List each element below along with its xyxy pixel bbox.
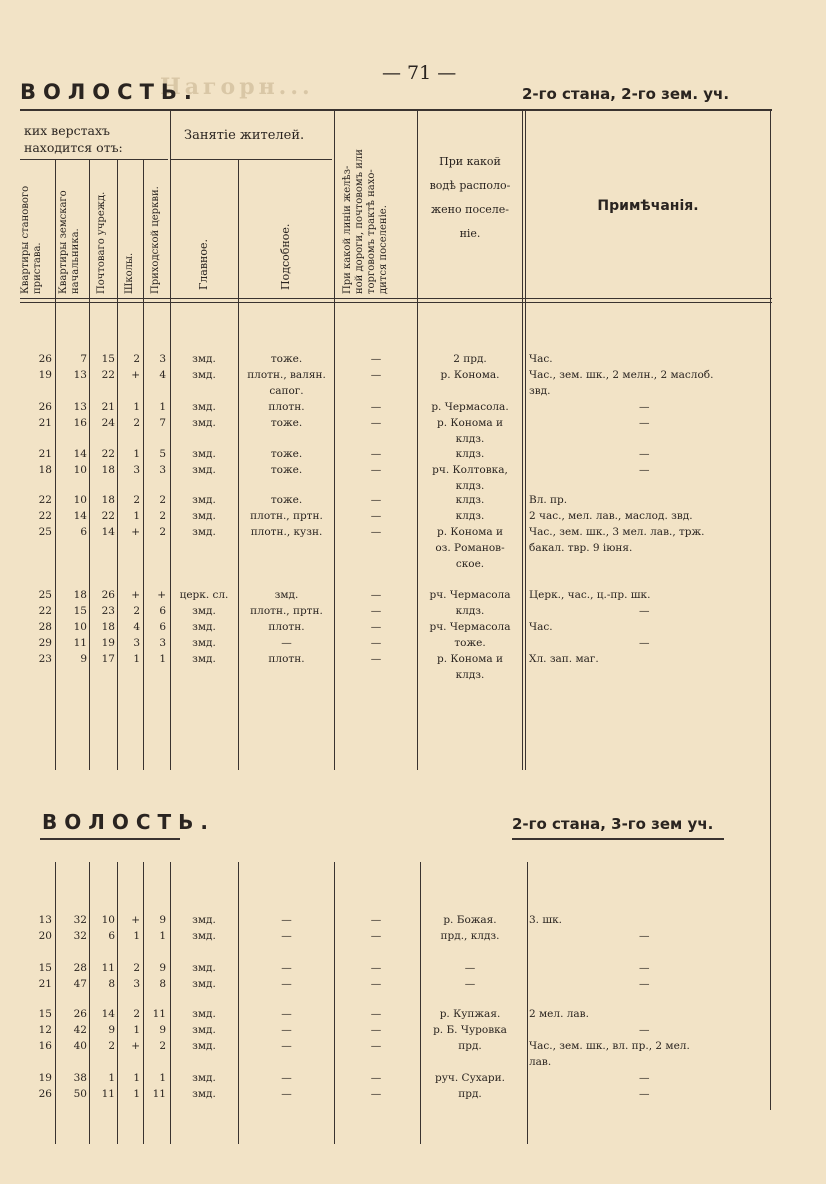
t1-cell-zemsky: 14 xyxy=(73,510,87,522)
t1-cell-secondary: плотн., пртн. xyxy=(250,510,323,522)
t2-cell-school: 1 xyxy=(133,1072,140,1084)
t2-cell-note: — xyxy=(639,1072,650,1084)
t2-cell-secondary: — xyxy=(281,1024,292,1036)
t1-cell-main: змд. xyxy=(192,637,216,649)
t2-cell-post: 1 xyxy=(108,1072,115,1084)
t1-cell-school: + xyxy=(131,589,140,601)
distance-group-rule xyxy=(20,159,168,160)
t1-cell-water: р. Конома и xyxy=(437,653,503,665)
t1-cell-secondary-cont: сапог. xyxy=(269,385,304,397)
t1-cell-road: — xyxy=(370,605,382,617)
col-header-notes: Примѣчанія. xyxy=(597,198,699,214)
t1-cell-zemsky: 13 xyxy=(73,369,87,381)
t1-cell-note: 2 час., мел. лав., маслод. звд. xyxy=(529,510,693,522)
t1-cell-school: 1 xyxy=(133,448,140,460)
t2-cell-stanovoy: 16 xyxy=(38,1040,52,1052)
t2-cell-note-cont: лав. xyxy=(529,1056,552,1068)
t1-cell-secondary: тоже. xyxy=(270,417,303,429)
t1-cell-main: змд. xyxy=(192,526,216,538)
section2-district: 2-го стана, 3-го зем уч. xyxy=(512,815,714,833)
t2-cell-church: 9 xyxy=(159,962,166,974)
page-number: — 71 — xyxy=(382,62,457,84)
t1-cell-zemsky: 10 xyxy=(73,621,87,633)
col-line xyxy=(334,110,335,770)
t2-cell-note: 3. шк. xyxy=(529,914,563,926)
section2-title: ВОЛОСТЬ. xyxy=(42,810,216,834)
t2-cell-church: 1 xyxy=(159,1072,166,1084)
t1-cell-zemsky: 16 xyxy=(73,417,87,429)
col-line xyxy=(170,110,171,770)
t2-cell-secondary: — xyxy=(281,978,292,990)
t2-cell-road: — xyxy=(370,1024,382,1036)
t2-cell-school: + xyxy=(131,914,140,926)
t1-cell-church: 6 xyxy=(159,621,166,633)
t2-cell-note: — xyxy=(639,978,650,990)
t1-cell-zemsky: 14 xyxy=(73,448,87,460)
t1-cell-church: 3 xyxy=(159,464,166,476)
t1-cell-water-cont: клдз. xyxy=(455,480,485,492)
t2-cell-school: 3 xyxy=(133,978,140,990)
t2-cell-water: прд. xyxy=(458,1040,482,1052)
col-line xyxy=(89,862,90,1144)
t1-cell-school: + xyxy=(131,369,140,381)
t2-cell-stanovoy: 13 xyxy=(38,914,52,926)
page-stamp: Нагорн... xyxy=(160,74,314,100)
t1-cell-water: рч. Чермасола xyxy=(429,621,511,633)
t1-cell-stanovoy: 26 xyxy=(38,401,52,413)
t1-cell-church: 7 xyxy=(159,417,166,429)
section1-district: 2-го стана, 2-го зем. уч. xyxy=(522,85,730,103)
t2-cell-post: 14 xyxy=(101,1008,115,1020)
t1-cell-church: 4 xyxy=(159,369,166,381)
t1-cell-zemsky: 7 xyxy=(80,353,87,365)
t2-cell-road: — xyxy=(370,1040,382,1052)
t1-cell-road: — xyxy=(370,621,382,633)
t1-cell-school: + xyxy=(131,526,140,538)
t1-cell-stanovoy: 18 xyxy=(38,464,52,476)
t1-cell-post: 21 xyxy=(101,401,115,413)
t1-cell-road: — xyxy=(370,653,382,665)
t1-cell-post: 23 xyxy=(101,605,115,617)
t2-cell-school: 1 xyxy=(133,1024,140,1036)
t1-cell-school: 3 xyxy=(133,464,140,476)
t2-cell-road: — xyxy=(370,1088,382,1100)
t1-cell-post: 19 xyxy=(101,637,115,649)
t1-cell-note: — xyxy=(639,637,650,649)
t1-cell-post: 15 xyxy=(101,353,115,365)
t1-cell-main: змд. xyxy=(192,494,216,506)
t1-cell-main: змд. xyxy=(192,510,216,522)
header-top-rule xyxy=(20,109,772,111)
col-header-secondary: Подсобное. xyxy=(279,223,292,290)
t1-cell-note: Церк., час., ц.-пр. шк. xyxy=(529,589,651,601)
t1-cell-church: 1 xyxy=(159,653,166,665)
t1-cell-secondary: плотн., валян. xyxy=(247,369,326,381)
t1-cell-note-cont: звд. xyxy=(529,385,551,397)
t1-cell-note: Вл. пр. xyxy=(529,494,568,506)
t2-cell-main: змд. xyxy=(192,978,216,990)
t2-cell-stanovoy: 15 xyxy=(38,962,52,974)
t1-cell-post: 18 xyxy=(101,621,115,633)
t1-cell-church: 3 xyxy=(159,353,166,365)
section2-title-underline xyxy=(40,838,180,840)
t1-cell-school: 1 xyxy=(133,401,140,413)
t1-cell-church: 5 xyxy=(159,448,166,460)
col-header-road: При какой линіи желѣз- ной дороги, почтовомъ или торговомъ трактѣ нахо- дится поселеніе. xyxy=(342,149,389,294)
t1-cell-school: 2 xyxy=(133,494,140,506)
t2-cell-main: змд. xyxy=(192,930,216,942)
t1-cell-school: 4 xyxy=(133,621,140,633)
t2-cell-water: — xyxy=(464,962,476,974)
t2-cell-water: р. Б. Чуровка xyxy=(433,1024,507,1036)
t1-cell-water-cont: оз. Романов- xyxy=(435,542,505,554)
t1-cell-water: р. Конома и xyxy=(437,417,503,429)
t2-cell-church: 1 xyxy=(159,930,166,942)
col-line xyxy=(55,862,56,1144)
t1-cell-main: змд. xyxy=(192,353,216,365)
col-header-church: Приходской церкви. xyxy=(150,186,161,294)
t2-cell-water: р. Купжая. xyxy=(439,1008,501,1020)
t1-cell-road: — xyxy=(370,369,382,381)
t2-cell-zemsky: 32 xyxy=(73,930,87,942)
t1-cell-water: р. Чермасола. xyxy=(431,401,509,413)
col-line xyxy=(170,862,171,1144)
t2-cell-stanovoy: 15 xyxy=(38,1008,52,1020)
t1-cell-post: 22 xyxy=(101,369,115,381)
t1-cell-water: 2 прд. xyxy=(453,353,487,365)
t1-cell-secondary: плотн. xyxy=(268,621,305,633)
t2-cell-post: 9 xyxy=(108,1024,115,1036)
t1-cell-water-cont: ское. xyxy=(455,558,485,570)
t2-cell-stanovoy: 19 xyxy=(38,1072,52,1084)
t1-cell-school: 2 xyxy=(133,605,140,617)
t2-cell-school: 1 xyxy=(133,930,140,942)
t1-cell-zemsky: 11 xyxy=(73,637,87,649)
t2-cell-zemsky: 26 xyxy=(73,1008,87,1020)
t1-cell-stanovoy: 28 xyxy=(38,621,52,633)
t1-cell-water: рч. Чермасола xyxy=(429,589,511,601)
col-line xyxy=(117,862,118,1144)
t2-cell-road: — xyxy=(370,962,382,974)
t1-cell-post: 26 xyxy=(101,589,115,601)
col-header-post: Почтоваго учрежд. xyxy=(96,191,107,294)
header-bottom-rule xyxy=(20,298,772,299)
t2-cell-water: — xyxy=(464,978,476,990)
occupation-group-rule xyxy=(170,159,332,160)
t2-cell-church: 11 xyxy=(152,1088,166,1100)
t1-cell-main: церк. сл. xyxy=(179,589,229,601)
t2-cell-main: змд. xyxy=(192,1024,216,1036)
t1-cell-water: рч. Колтовка, xyxy=(432,464,508,476)
header-bottom-rule-2 xyxy=(20,302,772,303)
t2-cell-zemsky: 28 xyxy=(73,962,87,974)
t1-cell-secondary: плотн., кузн. xyxy=(250,526,323,538)
t1-cell-secondary: — xyxy=(281,637,292,649)
t1-cell-stanovoy: 19 xyxy=(38,369,52,381)
col-header-water: При какой водѣ располо- жено поселе- ніе. xyxy=(429,155,511,240)
t2-cell-road: — xyxy=(370,978,382,990)
t1-cell-post: 14 xyxy=(101,526,115,538)
t1-cell-water-cont: клдз. xyxy=(455,433,485,445)
t2-cell-road: — xyxy=(370,914,382,926)
t1-cell-road: — xyxy=(370,353,382,365)
t2-cell-main: змд. xyxy=(192,1072,216,1084)
t1-cell-zemsky: 9 xyxy=(80,653,87,665)
t1-cell-secondary: плотн. xyxy=(268,401,305,413)
col-header-school: Школы. xyxy=(124,252,135,294)
t1-cell-zemsky: 15 xyxy=(73,605,87,617)
t2-cell-zemsky: 42 xyxy=(73,1024,87,1036)
t1-cell-note-cont: бакал. твр. 9 іюня. xyxy=(529,542,633,554)
t1-cell-school: 3 xyxy=(133,637,140,649)
t2-cell-stanovoy: 21 xyxy=(38,978,52,990)
t1-cell-road: — xyxy=(370,510,382,522)
t2-cell-note: 2 мел. лав. xyxy=(529,1008,589,1020)
t1-cell-zemsky: 10 xyxy=(73,464,87,476)
t2-cell-church: 11 xyxy=(152,1008,166,1020)
t2-cell-note: — xyxy=(639,930,650,942)
t2-cell-post: 11 xyxy=(101,962,115,974)
t1-cell-secondary: тоже. xyxy=(270,448,303,460)
t1-cell-road: — xyxy=(370,401,382,413)
section2-district-underline xyxy=(512,838,724,840)
t1-cell-main: змд. xyxy=(192,621,216,633)
t2-cell-main: змд. xyxy=(192,1008,216,1020)
t2-cell-main: змд. xyxy=(192,914,216,926)
t1-cell-stanovoy: 23 xyxy=(38,653,52,665)
t2-cell-main: змд. xyxy=(192,1088,216,1100)
t2-cell-road: — xyxy=(370,930,382,942)
t2-cell-water: р. Божая. xyxy=(443,914,497,926)
t1-cell-secondary: тоже. xyxy=(270,464,303,476)
t1-cell-stanovoy: 22 xyxy=(38,494,52,506)
t1-cell-note: Час., зем. шк., 3 мел. лав., трж. xyxy=(529,526,705,538)
t1-cell-note: — xyxy=(639,448,650,460)
t1-cell-stanovoy: 21 xyxy=(38,417,52,429)
t1-cell-zemsky: 18 xyxy=(73,589,87,601)
t1-cell-water: клдз. xyxy=(455,605,485,617)
t1-cell-water: клдз. xyxy=(455,494,485,506)
col-line xyxy=(55,160,56,770)
t2-cell-secondary: — xyxy=(281,1040,292,1052)
t1-cell-school: 2 xyxy=(133,353,140,365)
t2-cell-stanovoy: 26 xyxy=(38,1088,52,1100)
t2-cell-water: прд. xyxy=(458,1088,482,1100)
t2-cell-zemsky: 32 xyxy=(73,914,87,926)
t1-cell-main: змд. xyxy=(192,653,216,665)
t2-cell-church: 2 xyxy=(159,1040,166,1052)
t1-cell-school: 1 xyxy=(133,653,140,665)
t1-cell-church: 2 xyxy=(159,494,166,506)
t1-cell-stanovoy: 22 xyxy=(38,605,52,617)
t2-cell-secondary: — xyxy=(281,930,292,942)
col-line xyxy=(522,110,523,770)
t2-cell-church: 8 xyxy=(159,978,166,990)
t2-cell-post: 11 xyxy=(101,1088,115,1100)
t1-cell-stanovoy: 26 xyxy=(38,353,52,365)
t1-cell-note: Час. xyxy=(529,621,553,633)
section1-title: ВОЛОСТЬ. xyxy=(20,80,199,104)
t1-cell-water: тоже. xyxy=(454,637,486,649)
t1-cell-water: клдз. xyxy=(455,510,485,522)
t1-cell-main: змд. xyxy=(192,605,216,617)
t2-cell-stanovoy: 20 xyxy=(38,930,52,942)
t1-cell-main: змд. xyxy=(192,417,216,429)
t1-cell-stanovoy: 21 xyxy=(38,448,52,460)
t2-cell-zemsky: 50 xyxy=(73,1088,87,1100)
col-line xyxy=(527,862,528,1144)
col-line xyxy=(334,862,335,1144)
t1-cell-stanovoy: 25 xyxy=(38,526,52,538)
t1-cell-secondary: тоже. xyxy=(270,353,303,365)
t2-cell-note: — xyxy=(639,962,650,974)
t1-cell-school: 1 xyxy=(133,510,140,522)
t2-cell-post: 2 xyxy=(108,1040,115,1052)
t1-cell-post: 18 xyxy=(101,494,115,506)
t1-cell-note: — xyxy=(639,464,650,476)
t1-cell-note: Час. xyxy=(529,353,553,365)
t1-cell-zemsky: 10 xyxy=(73,494,87,506)
t1-cell-water: р. Конома и xyxy=(437,526,503,538)
t1-cell-secondary: плотн., пртн. xyxy=(250,605,323,617)
t1-cell-note: Час., зем. шк., 2 мелн., 2 маслоб. xyxy=(529,369,714,381)
t1-cell-note: — xyxy=(639,417,650,429)
t1-cell-post: 24 xyxy=(101,417,115,429)
col-line xyxy=(238,862,239,1144)
occupation-group-label: Занятіе жителей. xyxy=(184,128,305,143)
t1-cell-stanovoy: 25 xyxy=(38,589,52,601)
t1-cell-post: 17 xyxy=(101,653,115,665)
t1-cell-zemsky: 13 xyxy=(73,401,87,413)
t1-cell-church: 2 xyxy=(159,510,166,522)
col-header-stanovoy: Квартиры станового пристава. xyxy=(20,185,43,294)
t1-cell-main: змд. xyxy=(192,448,216,460)
t1-cell-stanovoy: 29 xyxy=(38,637,52,649)
t2-cell-stanovoy: 12 xyxy=(38,1024,52,1036)
t2-cell-post: 8 xyxy=(108,978,115,990)
col-header-zemsky: Квартиры земскаго начальника. xyxy=(58,190,81,294)
t2-cell-zemsky: 38 xyxy=(73,1072,87,1084)
t2-cell-note: — xyxy=(639,1088,650,1100)
t1-cell-secondary: тоже. xyxy=(270,494,303,506)
t1-cell-stanovoy: 22 xyxy=(38,510,52,522)
t1-cell-church: + xyxy=(157,589,166,601)
t1-cell-secondary: змд. xyxy=(274,589,299,601)
col-line xyxy=(143,862,144,1144)
distance-group-label: ких верстахъ находится отъ: xyxy=(24,123,123,155)
t1-cell-water-cont: клдз. xyxy=(455,669,485,681)
t2-cell-post: 10 xyxy=(101,914,115,926)
t2-cell-note: — xyxy=(639,1024,650,1036)
t1-cell-main: змд. xyxy=(192,464,216,476)
t1-cell-water: р. Конома. xyxy=(440,369,500,381)
t1-cell-church: 3 xyxy=(159,637,166,649)
t2-cell-main: змд. xyxy=(192,1040,216,1052)
t2-cell-secondary: — xyxy=(281,962,292,974)
t1-cell-road: — xyxy=(370,464,382,476)
t1-cell-main: змд. xyxy=(192,369,216,381)
t2-cell-church: 9 xyxy=(159,1024,166,1036)
t1-cell-post: 22 xyxy=(101,448,115,460)
t1-cell-zemsky: 6 xyxy=(80,526,87,538)
t1-cell-note: Хл. зап. маг. xyxy=(529,653,599,665)
t2-cell-school: 1 xyxy=(133,1088,140,1100)
t1-cell-water: клдз. xyxy=(455,448,485,460)
t1-cell-road: — xyxy=(370,417,382,429)
t1-cell-road: — xyxy=(370,494,382,506)
t1-cell-post: 22 xyxy=(101,510,115,522)
t2-cell-post: 6 xyxy=(108,930,115,942)
t2-cell-church: 9 xyxy=(159,914,166,926)
t2-cell-secondary: — xyxy=(281,1072,292,1084)
t2-cell-water: прд., клдз. xyxy=(440,930,500,942)
t2-cell-note: Час., зем. шк., вл. пр., 2 мел. xyxy=(529,1040,690,1052)
col-header-main: Главное. xyxy=(197,239,210,290)
t1-cell-road: — xyxy=(370,589,382,601)
t2-cell-zemsky: 40 xyxy=(73,1040,87,1052)
t1-cell-church: 6 xyxy=(159,605,166,617)
t2-cell-road: — xyxy=(370,1008,382,1020)
t1-cell-note: — xyxy=(639,605,650,617)
t2-cell-secondary: — xyxy=(281,1088,292,1100)
t1-cell-road: — xyxy=(370,526,382,538)
t2-cell-secondary: — xyxy=(281,914,292,926)
t1-cell-secondary: плотн. xyxy=(268,653,305,665)
t1-cell-road: — xyxy=(370,448,382,460)
t2-cell-road: — xyxy=(370,1072,382,1084)
t1-cell-road: — xyxy=(370,637,382,649)
t2-cell-school: 2 xyxy=(133,962,140,974)
right-border xyxy=(770,110,771,1110)
t2-cell-secondary: — xyxy=(281,1008,292,1020)
t2-cell-water: руч. Сухари. xyxy=(435,1072,505,1084)
t2-cell-main: змд. xyxy=(192,962,216,974)
t1-cell-main: змд. xyxy=(192,401,216,413)
t1-cell-post: 18 xyxy=(101,464,115,476)
t2-cell-zemsky: 47 xyxy=(73,978,87,990)
t2-cell-school: 2 xyxy=(133,1008,140,1020)
t1-cell-school: 2 xyxy=(133,417,140,429)
t1-cell-church: 2 xyxy=(159,526,166,538)
t1-cell-note: — xyxy=(639,401,650,413)
col-line xyxy=(420,862,421,1144)
t2-cell-school: + xyxy=(131,1040,140,1052)
t1-cell-church: 1 xyxy=(159,401,166,413)
